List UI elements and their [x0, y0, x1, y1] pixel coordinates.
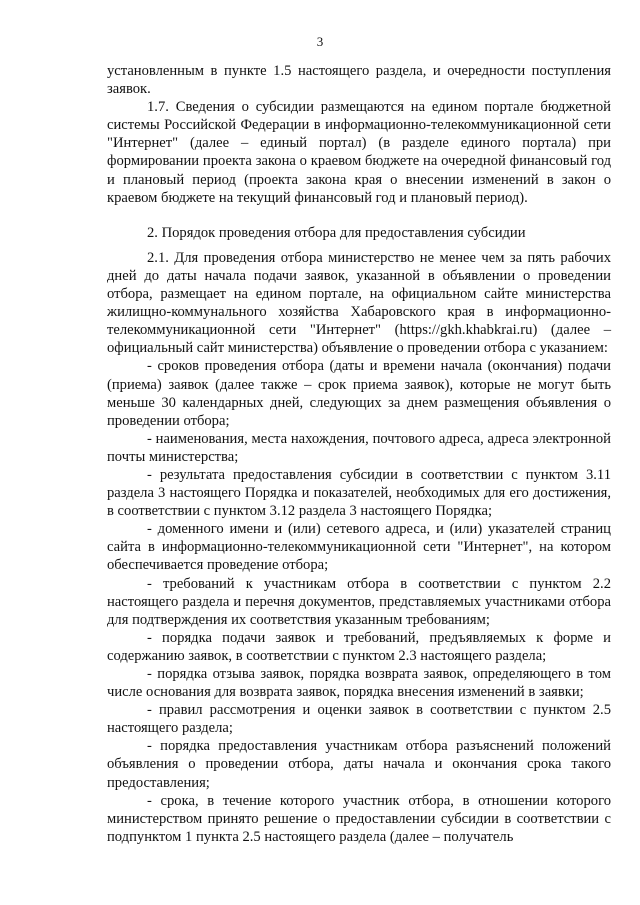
section-heading: 2. Порядок проведения отбора для предоставления субсидии — [147, 224, 526, 241]
document-body — [107, 62, 611, 846]
list-item: - результата предоставления субсидии в соответствии с пунктом 3.11 раздела 3 настоящего Порядка и показателей, необходимых для его достижения, в соответствии с пунктом 3.12 раздела 3 настоящего Порядка; — [107, 466, 611, 520]
list-item: - требований к участникам отбора в соответствии с пунктом 2.2 настоящего раздела и перечня документов, представляемых участниками отбора для подтверждения их соответствия указанным требованиям; — [107, 575, 611, 628]
list-item: - срока, в течение которого участник отбора, в отношении которого министерством принято решение о предоставлении субсидии в соответствии с подпунктом 1 пункта 2.5 настоящего раздела (далее – получатель — [107, 792, 611, 845]
paragraph-1-7: 1.7. Сведения о субсидии размещаются на едином портале бюджетной системы Российской Федерации в информационно-телекоммуникационной сети "Интернет" (далее – единый портал) (в разделе единого портала) при формировании проекта закона о краевом бюджете на очередной финансовый год и плановый период (проекта закона края о внесении изменений в закон о краевом бюджете на текущий финансовый год и плановый период). — [107, 99, 611, 206]
list-item: - порядка подачи заявок и требований, предъявляемых к форме и содержанию заявок, в соответствии с пунктом 2.3 настоящего раздела; — [107, 629, 611, 664]
page-number: 3 — [316, 34, 324, 49]
list-item: - сроков проведения отбора (даты и времени начала (окончания) подачи (приема) заявок (далее также – срок приема заявок), которые не могут быть меньше 30 календарных дней, следующих за днем размещения объявления о проведении отбора; — [107, 358, 611, 429]
paragraph-2-1: 2.1. Для проведения отбора министерство не менее чем за пять рабочих дней до даты начала подачи заявок, указанной в объявлении о проведении отбора, размещает на едином портале, на официальном сайте министерства жилищно-коммунального хозяйства Хабаровского края в информационно-телекоммуникационной сети "Интернет" (https://gkh.khabkrai.ru) (далее – официальный сайт министерства) объявление о проведении отбора с указанием: — [107, 249, 611, 357]
list-item: - наименования, места нахождения, почтового адреса, адреса электронной почты министерства; — [107, 430, 611, 465]
list-item: - доменного имени и (или) сетевого адреса, и (или) указателей страниц сайта в информационно-телекоммуникационной сети "Интернет", на котором обеспечивается проведение отбора; — [107, 521, 611, 574]
list-item: - порядка отзыва заявок, порядка возврата заявок, определяющего в том числе основания для возврата заявок, порядка внесения изменений в заявки; — [107, 666, 611, 701]
list-item: - правил рассмотрения и оценки заявок в соответствии с пунктом 2.5 настоящего раздела; — [107, 702, 611, 737]
announcement-list — [107, 357, 611, 846]
paragraph-continuation: установленным в пункте 1.5 настоящего раздела, и очередности поступления заявок. — [107, 63, 611, 98]
list-item: - порядка предоставления участникам отбора разъяснений положений объявления о проведении отбора, даты начала и окончания срока такого предоставления; — [107, 738, 611, 791]
